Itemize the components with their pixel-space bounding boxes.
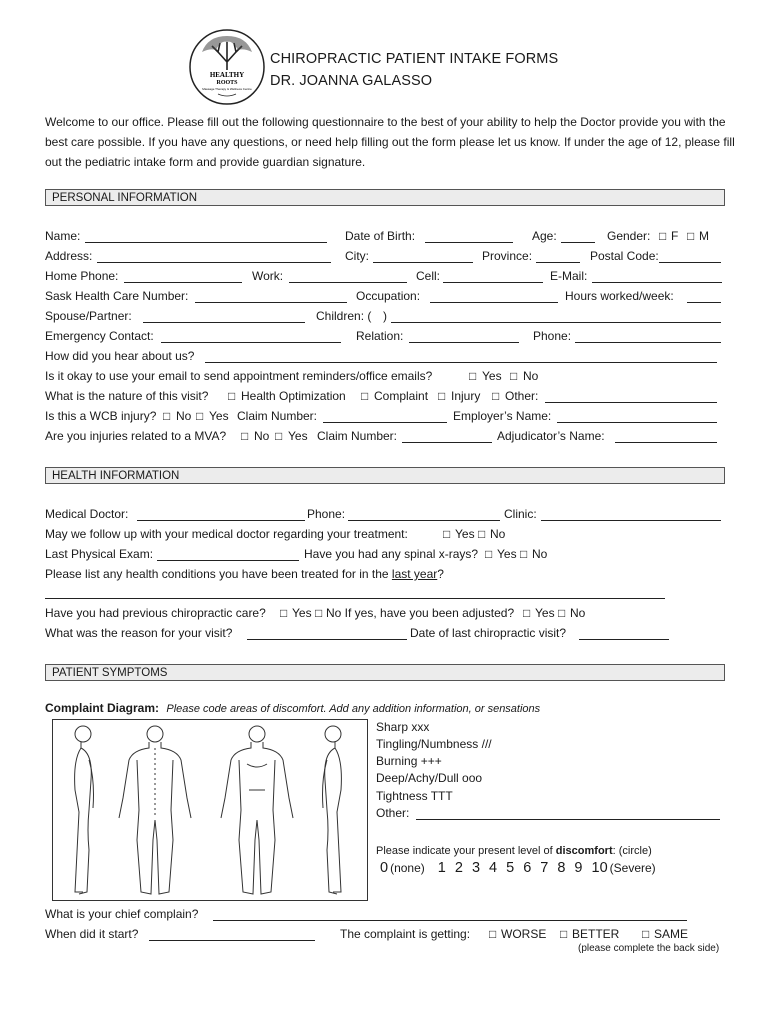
clinic-label: Clinic: (504, 507, 537, 521)
legend-burning: Burning +++ (376, 754, 442, 768)
legend-tightness: Tightness TTT (376, 789, 453, 803)
followup-yes-checkbox[interactable]: □ (443, 527, 451, 541)
relation-field[interactable] (409, 342, 519, 343)
mva-no-checkbox[interactable]: □ (241, 429, 249, 443)
email-label: E-Mail: (550, 269, 588, 283)
scale-none-label: (none) (390, 861, 425, 875)
conditions-post: ? (437, 567, 444, 581)
emergency-phone-label: Phone: (533, 329, 572, 343)
email-ok-yes-label: Yes (482, 369, 502, 383)
followup-no-label: No (490, 527, 506, 541)
legend-sharp: Sharp xxx (376, 720, 430, 734)
logo (188, 28, 266, 106)
reason-label: What was the reason for your visit? (45, 626, 233, 640)
children-label: Children: ( (316, 309, 372, 323)
age-field[interactable] (561, 242, 595, 243)
sask-label: Sask Health Care Number: (45, 289, 189, 303)
adjusted-label: No If yes, have you been adjusted? (326, 606, 515, 620)
mva-yes-checkbox[interactable]: □ (275, 429, 283, 443)
discomfort-bold: discomfort (555, 845, 613, 857)
reason-field[interactable] (247, 639, 407, 640)
cell-label: Cell: (416, 269, 441, 283)
doctor-name: DR. JOANNA GALASSO (270, 73, 433, 89)
hear-field[interactable] (205, 362, 717, 363)
wcb-claim-label: Claim Number: (237, 409, 318, 423)
scale-8[interactable]: 8 (557, 860, 566, 876)
figure-side-left (75, 726, 94, 894)
other-checkbox[interactable]: □ (492, 389, 500, 403)
scale-10[interactable]: 10 (591, 860, 608, 876)
province-field[interactable] (536, 262, 580, 263)
dob-field[interactable] (425, 242, 513, 243)
sask-field[interactable] (195, 302, 347, 303)
figure-side-right (323, 726, 342, 894)
legend-tingling: Tingling/Numbness /// (376, 737, 492, 751)
scale-6[interactable]: 6 (523, 860, 532, 876)
adjusted-no-checkbox[interactable]: □ (558, 606, 566, 620)
spouse-field[interactable] (143, 322, 305, 323)
wcb-label: Is this a WCB injury? (45, 409, 157, 423)
medical-doctor-label: Medical Doctor: (45, 507, 129, 521)
discomfort-scale (380, 860, 665, 876)
prev-chiro-yes-checkbox[interactable]: □ (280, 606, 288, 620)
doctor-phone-label: Phone: (307, 507, 346, 521)
legend-other-label: Other: (376, 806, 410, 820)
nature-label: What is the nature of this visit? (45, 389, 209, 403)
mva-claim-label: Claim Number: (317, 429, 398, 443)
postal-field[interactable] (659, 262, 721, 263)
occupation-field[interactable] (430, 302, 558, 303)
address-label: Address: (45, 249, 93, 263)
followup-label: May we follow up with your medical doctor regarding your treatment: (45, 527, 408, 541)
page-title: CHIROPRACTIC PATIENT INTAKE FORMS (270, 51, 559, 67)
mva-label: Are you injuries related to a MVA? (45, 429, 227, 443)
figure-front (221, 726, 293, 894)
diagram-note: Please code areas of discomfort. Add any addition information, or sensations (166, 703, 541, 715)
physical-label: Last Physical Exam: (45, 547, 154, 561)
postal-label: Postal Code: (590, 249, 659, 263)
gender-f-label: F (671, 229, 679, 243)
last-visit-label: Date of last chiropractic visit? (410, 626, 567, 640)
adjusted-no-label: No (570, 606, 586, 620)
employer-label: Employer’s Name: (453, 409, 552, 423)
prev-chiro-label: Have you had previous chiropractic care? (45, 606, 266, 620)
start-label: When did it start? (45, 927, 139, 941)
scale-0[interactable]: 0 (380, 860, 389, 876)
mva-claim-field[interactable] (402, 442, 492, 443)
email-field[interactable] (592, 282, 722, 283)
prev-chiro-yes-label: Yes (292, 606, 312, 620)
home-phone-label: Home Phone: (45, 269, 119, 283)
complaint-label: Complaint (374, 389, 429, 403)
health-opt-label: Health Optimization (241, 389, 346, 403)
city-label: City: (345, 249, 369, 263)
followup-yes-label: Yes (455, 527, 475, 541)
prev-chiro-no-checkbox[interactable]: □ (315, 606, 323, 620)
xray-label: Have you had any spinal x-rays? (304, 547, 479, 561)
hours-label: Hours worked/week: (565, 289, 674, 303)
conditions-pre: Please list any health conditions you have been treated for in the (45, 567, 392, 581)
followup-no-checkbox[interactable]: □ (478, 527, 486, 541)
scale-5[interactable]: 5 (506, 860, 515, 876)
better-checkbox[interactable]: □ (560, 927, 568, 941)
email-ok-label: Is it okay to use your email to send appointment reminders/office emails? (45, 369, 433, 383)
intro-text: Welcome to our office. Please fill out the following questionnaire to the best of your ability to help the Doctor provide you with the best care possible. If you have any questions, or need help filling out the form please let us know. If under the age of 12, please fill out the pediatric intake form and provide guardian signature. (45, 115, 735, 169)
body-figures-icon (53, 720, 367, 900)
injury-checkbox[interactable]: □ (438, 389, 446, 403)
work-phone-field[interactable] (289, 282, 407, 283)
wcb-yes-checkbox[interactable]: □ (196, 409, 204, 423)
tree-logo-icon (188, 28, 266, 106)
discomfort-pre: Please indicate your present level of (376, 845, 556, 857)
emergency-phone-field[interactable] (575, 342, 721, 343)
last-visit-field[interactable] (579, 639, 669, 640)
discomfort-post: : (circle) (612, 845, 652, 857)
city-field[interactable] (373, 262, 473, 263)
discomfort-label (376, 845, 652, 857)
gender-label: Gender: (607, 229, 651, 243)
legend-other-field[interactable] (416, 819, 720, 820)
getting-label: The complaint is getting: (340, 927, 471, 941)
relation-label: Relation: (356, 329, 404, 343)
emergency-field[interactable] (161, 342, 341, 343)
injury-label: Injury (451, 389, 481, 403)
wcb-claim-field[interactable] (323, 422, 447, 423)
cell-field[interactable] (443, 282, 543, 283)
figure-back (119, 726, 191, 894)
province-label: Province: (482, 249, 533, 263)
better-label: BETTER (572, 927, 620, 941)
section-patient-symptoms: PATIENT SYMPTOMS (45, 664, 725, 681)
diagram-label: Complaint Diagram: (45, 701, 160, 715)
work-label: Work: (252, 269, 284, 283)
age-label: Age: (532, 229, 557, 243)
home-phone-field[interactable] (124, 282, 242, 283)
hours-field[interactable] (687, 302, 721, 303)
section-health-information: HEALTH INFORMATION (45, 467, 725, 484)
back-side-note: (please complete the back side) (578, 943, 720, 954)
xray-yes-checkbox[interactable]: □ (485, 547, 493, 561)
adjusted-yes-checkbox[interactable]: □ (523, 606, 531, 620)
occupation-label: Occupation: (356, 289, 421, 303)
scale-severe-label: (Severe) (609, 861, 656, 875)
logo-line3: Massage Therapy & Wellness Centre (202, 87, 252, 91)
start-field[interactable] (149, 940, 315, 941)
name-field[interactable] (85, 242, 327, 243)
other-label: Other: (505, 389, 539, 403)
address-field[interactable] (97, 262, 331, 263)
employer-field[interactable] (557, 422, 717, 423)
gender-f-checkbox[interactable]: □ (659, 229, 667, 243)
adjusted-yes-label: Yes (535, 606, 555, 620)
children-close: ) (383, 309, 387, 323)
scale-3[interactable]: 3 (471, 860, 481, 876)
section-personal-information: PERSONAL INFORMATION (45, 189, 725, 206)
same-checkbox[interactable]: □ (642, 927, 650, 941)
health-opt-checkbox[interactable]: □ (228, 389, 236, 403)
emergency-label: Emergency Contact: (45, 329, 154, 343)
dob-label: Date of Birth: (345, 229, 416, 243)
complaint-checkbox[interactable]: □ (361, 389, 369, 403)
xray-no-label: No (532, 547, 548, 561)
same-label: SAME (654, 927, 689, 941)
scale-9[interactable]: 9 (574, 860, 583, 876)
adjudicator-field[interactable] (615, 442, 717, 443)
scale-7[interactable]: 7 (540, 860, 549, 876)
xray-yes-label: Yes (497, 547, 517, 561)
scale-1[interactable]: 1 (437, 860, 446, 876)
legend-deep: Deep/Achy/Dull ooo (376, 771, 483, 785)
wcb-no-checkbox[interactable]: □ (163, 409, 171, 423)
gender-m-label: M (699, 229, 709, 243)
diagram-heading (45, 701, 540, 715)
wcb-yes-label: Yes (209, 409, 229, 423)
email-ok-no-label: No (523, 369, 539, 383)
conditions-underlined: last year (391, 567, 438, 581)
scale-4[interactable]: 4 (489, 860, 498, 876)
adjudicator-label: Adjudicator’s Name: (497, 429, 605, 443)
xray-no-checkbox[interactable]: □ (520, 547, 528, 561)
mva-yes-label: Yes (288, 429, 308, 443)
conditions-label (45, 566, 444, 582)
hear-label: How did you hear about us? (45, 349, 195, 363)
doctor-phone-field[interactable] (348, 520, 500, 521)
chief-field[interactable] (213, 920, 687, 921)
scale-2[interactable]: 2 (454, 860, 463, 876)
worse-label: WORSE (501, 927, 547, 941)
gender-m-checkbox[interactable]: □ (687, 229, 695, 243)
logo-line2: ROOTS (216, 80, 238, 86)
children-field[interactable] (391, 322, 721, 323)
physical-field[interactable] (157, 560, 299, 561)
chief-label: What is your chief complain? (45, 907, 199, 921)
email-ok-no-checkbox[interactable]: □ (510, 369, 518, 383)
spouse-label: Spouse/Partner: (45, 309, 132, 323)
clinic-field[interactable] (541, 520, 721, 521)
wcb-no-label: No (176, 409, 192, 423)
logo-line1: HEALTHY (209, 71, 245, 79)
mva-no-label: No (254, 429, 270, 443)
worse-checkbox[interactable]: □ (489, 927, 497, 941)
medical-doctor-field[interactable] (137, 520, 305, 521)
body-diagram[interactable] (52, 719, 368, 901)
email-ok-yes-checkbox[interactable]: □ (469, 369, 477, 383)
name-label: Name: (45, 229, 81, 243)
other-field[interactable] (545, 402, 717, 403)
conditions-field[interactable] (45, 598, 665, 599)
